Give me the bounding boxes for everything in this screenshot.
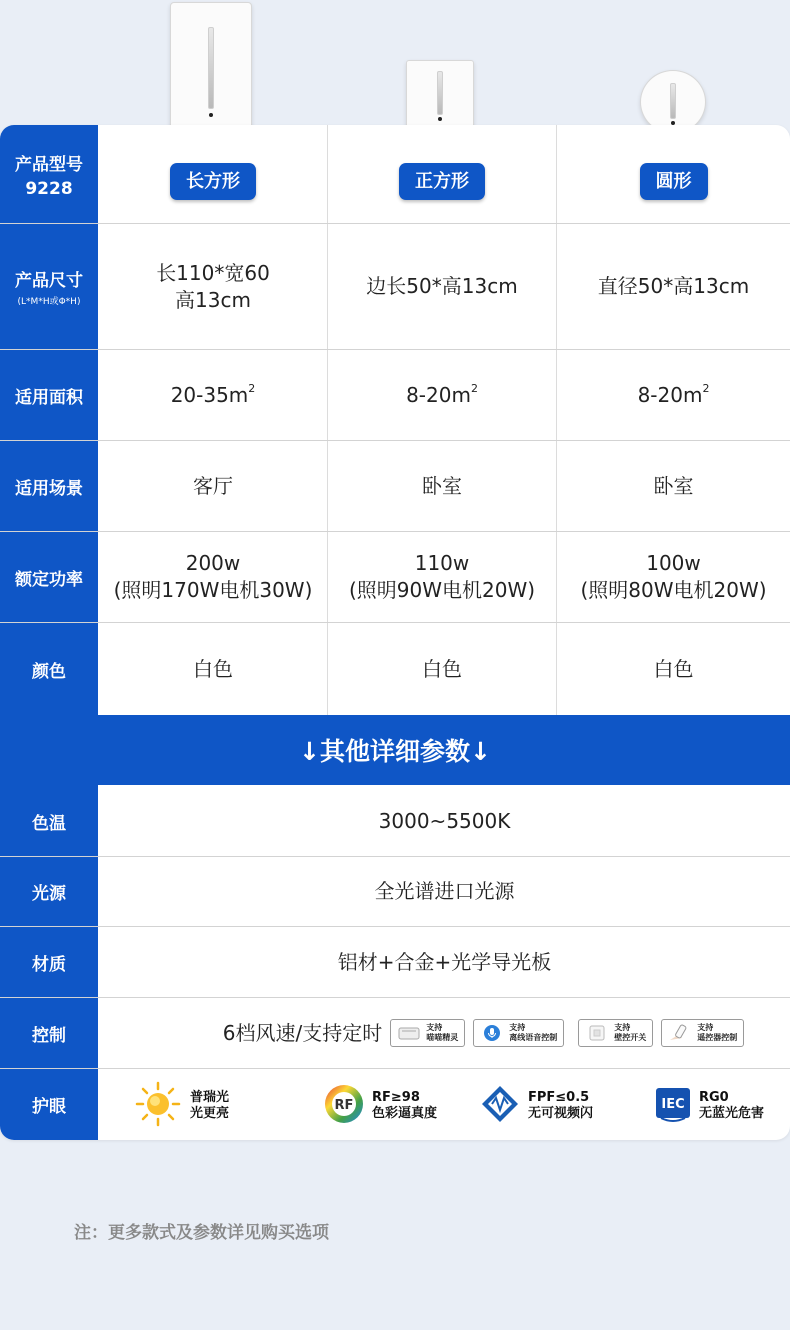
rf-icon [324, 1084, 364, 1128]
color-temp-label: 色温 [32, 813, 66, 834]
area-round-exponent: 2 [702, 381, 710, 395]
voice-control-badge [473, 1019, 564, 1047]
eye-care-item-fpf [480, 1084, 593, 1128]
material-label: 材质 [32, 954, 66, 975]
rectangle-fan-light-image [170, 2, 252, 130]
scene-square-value: 卧室 [422, 473, 462, 498]
power-label: 额定功率 [15, 569, 83, 590]
iec-icon-text: IEC [661, 1097, 685, 1112]
size-round [557, 224, 790, 349]
size-rectangle [99, 224, 327, 349]
color-temp-value: 3000~5500K [378, 808, 511, 833]
rectangle-pill: 长方形 [170, 163, 256, 200]
area-label-cell [0, 350, 98, 440]
material-value-cell [99, 927, 790, 997]
power-round-total: 100w [646, 551, 701, 575]
eye-care-label: 护眼 [32, 1097, 66, 1117]
control-label-cell [0, 998, 98, 1068]
color-label: 颜色 [32, 661, 66, 682]
model-label: 产品型号 [15, 154, 83, 175]
size-sublabel: (L*M*H或Φ*H) [17, 297, 81, 307]
smart-speaker-badge [390, 1019, 465, 1047]
wall-switch-icon [585, 1024, 609, 1042]
power-round-detail: (照明80W电机20W) [580, 578, 767, 602]
scene-round-value: 卧室 [653, 473, 694, 498]
sun-icon [134, 1080, 182, 1132]
light-line2: 光更亮 [190, 1106, 230, 1121]
fpf-icon [480, 1084, 520, 1128]
control-value-cell [99, 998, 790, 1068]
rf-line2: 色彩逼真度 [372, 1106, 438, 1121]
area-rectangle [99, 350, 327, 440]
control-label: 控制 [32, 1025, 66, 1046]
smart-speaker-text: 喵喵精灵 [426, 1033, 459, 1042]
area-round [557, 350, 790, 440]
badge-support-text: 支持 [426, 1023, 443, 1032]
light-line1: 普瑞光 [190, 1090, 230, 1105]
more-params-banner [0, 715, 790, 785]
scene-label-cell [0, 441, 98, 531]
scene-round [557, 441, 790, 531]
wall-switch-text: 壁控开关 [614, 1033, 647, 1042]
remote-control-icon [668, 1024, 692, 1042]
model-label-cell [0, 125, 98, 223]
wall-switch-badge [578, 1019, 653, 1047]
color-rectangle-value: 白色 [193, 656, 233, 681]
area-rectangle-exponent: 2 [248, 381, 256, 395]
badge-support-text: 支持 [697, 1023, 714, 1032]
iec-icon [655, 1084, 691, 1128]
fpf-line1: FPF≤0.5 [528, 1090, 590, 1105]
column-header-round [557, 125, 790, 237]
power-round [557, 532, 790, 622]
size-rectangle-line1: 长110*宽60 [156, 260, 270, 285]
power-label-cell [0, 532, 98, 622]
size-label-cell [0, 224, 98, 349]
eye-care-item-rf [324, 1084, 437, 1128]
speaker-icon [397, 1024, 421, 1042]
badge-support-text: 支持 [509, 1023, 526, 1032]
size-rectangle-line2: 高13cm [175, 287, 251, 312]
fpf-line2: 无可视频闪 [528, 1106, 594, 1121]
size-square-value: 边长50*高13cm [366, 274, 518, 298]
voice-control-text: 离线语音控制 [509, 1033, 558, 1042]
material-value: 铝材+合金+光学导光板 [337, 949, 552, 974]
color-rectangle [99, 623, 327, 715]
material-label-cell [0, 927, 98, 997]
eye-care-item-rg0 [655, 1084, 764, 1128]
color-round [557, 623, 790, 715]
power-rectangle-total: 200w [185, 551, 241, 575]
control-text: 6档风速/支持定时 [222, 1020, 383, 1045]
area-round-value: 8-20m [637, 382, 703, 407]
color-temp-value-cell [99, 786, 790, 856]
color-square-value: 白色 [422, 656, 462, 681]
power-rectangle [99, 532, 327, 622]
area-square-value: 8-20m [406, 382, 471, 407]
round-pill: 圆形 [640, 163, 708, 200]
remote-control-badge [661, 1019, 744, 1047]
light-source-value: 全光谱进口光源 [374, 879, 515, 903]
power-square [328, 532, 556, 622]
size-round-value: 直径50*高13cm [597, 274, 750, 298]
rg0-line2: 无蓝光危害 [699, 1106, 765, 1121]
column-header-square [328, 125, 556, 237]
power-rectangle-detail: (照明170W电机30W) [113, 578, 313, 602]
square-pill: 正方形 [399, 163, 485, 200]
size-label: 产品尺寸 [15, 271, 83, 291]
column-header-rectangle [99, 125, 327, 237]
light-source-label: 光源 [32, 884, 66, 904]
area-square-exponent: 2 [470, 381, 478, 395]
eye-care-item-light [134, 1080, 229, 1132]
scene-rectangle [99, 441, 327, 531]
footnote: 注：更多款式及参数详见购买选项 [74, 1223, 329, 1243]
power-square-detail: (照明90W电机20W) [348, 578, 536, 602]
model-number: 9228 [25, 178, 73, 199]
area-rectangle-value: 20-35m [170, 382, 249, 407]
color-label-cell [0, 623, 98, 715]
scene-label: 适用场景 [15, 478, 83, 499]
color-square [328, 623, 556, 715]
badge-support-text: 支持 [614, 1023, 631, 1032]
remote-control-text: 遥控器控制 [697, 1033, 738, 1042]
light-source-label-cell [0, 857, 98, 926]
microphone-icon [480, 1024, 504, 1042]
scene-square [328, 441, 556, 531]
spec-table [0, 125, 790, 1140]
area-square [328, 350, 556, 440]
area-label: 适用面积 [15, 387, 83, 408]
rg0-line1: RG0 [699, 1090, 729, 1105]
eye-care-label-cell [0, 1069, 98, 1140]
light-source-value-cell [99, 857, 790, 926]
color-round-value: 白色 [653, 656, 694, 681]
scene-rectangle-value: 客厅 [193, 473, 233, 498]
rf-icon-text: RF [334, 1098, 354, 1113]
square-fan-light-image [406, 60, 474, 130]
banner-text: ↓其他详细参数↓ [299, 737, 491, 766]
color-temp-label-cell [0, 786, 98, 856]
control-row [145, 1019, 744, 1047]
rf-line1: RF≥98 [372, 1090, 420, 1105]
product-images [0, 0, 790, 140]
size-square [328, 224, 556, 349]
power-square-total: 110w [414, 551, 470, 575]
